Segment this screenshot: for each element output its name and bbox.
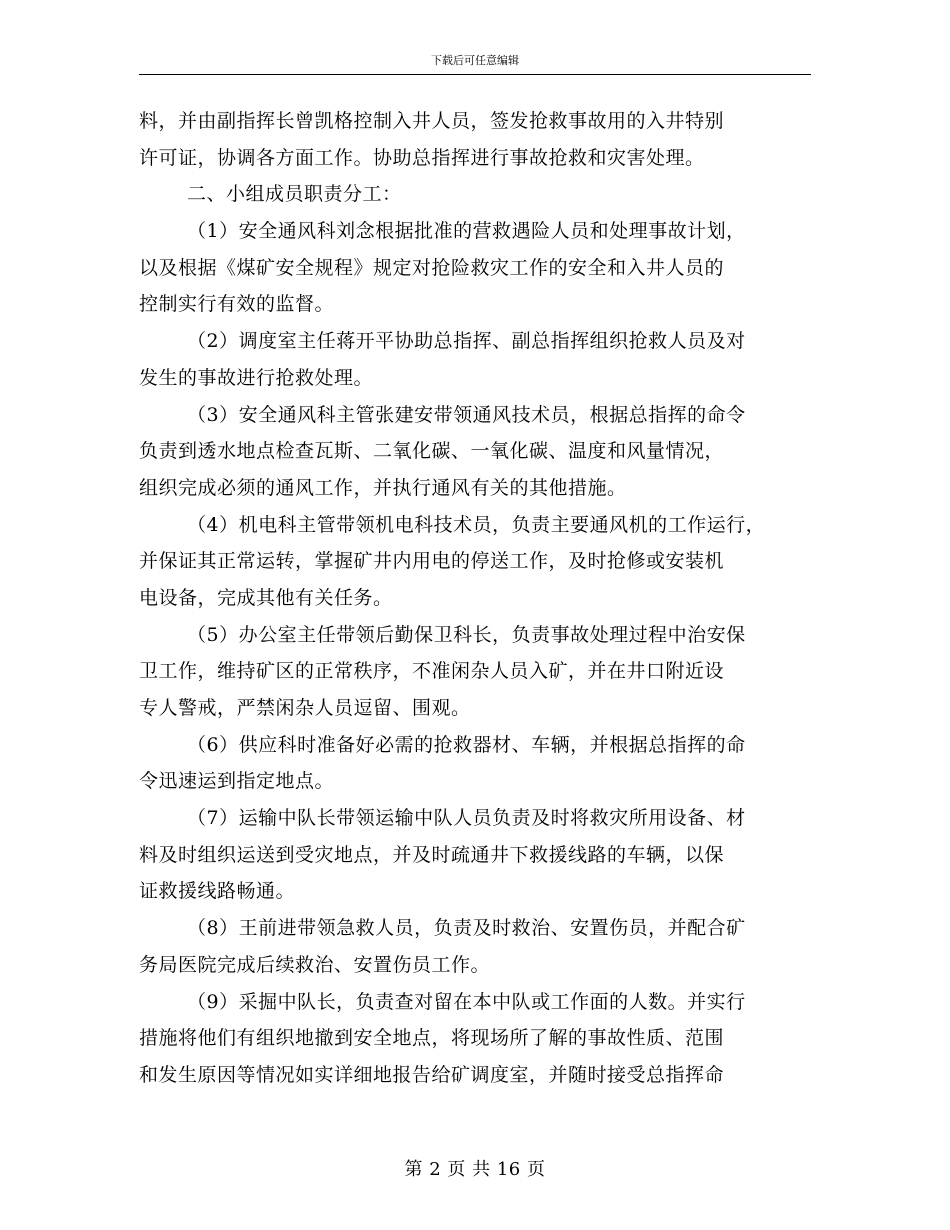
body-line: 务局医院完成后续救治、安置伤员工作。 (139, 953, 491, 976)
body-line: 和发生原因等情况如实详细地报告给矿调度室，并随时接受总指挥命 (139, 1063, 725, 1086)
body-line: 控制实行有效的监督。 (139, 293, 335, 316)
body-line: 负责到透水地点检查瓦斯、二氧化碳、一氧化碳、温度和风量情况， (139, 440, 725, 463)
header-divider (139, 74, 811, 75)
body-line: 二、小组成员职责分工： (187, 183, 402, 206)
page-number-footer: 第 2 页 共 16 页 (404, 1159, 546, 1180)
body-line: 组织完成必须的通风工作，并执行通风有关的其他措施。 (139, 476, 627, 499)
body-line: 卫工作，维持矿区的正常秩序，不准闲杂人员入矿，并在井口附近设 (139, 660, 725, 683)
body-line: 电设备，完成其他有关任务。 (139, 586, 393, 609)
body-line: 许可证，协调各方面工作。协助总指挥进行事故抢救和灾害处理。 (139, 146, 705, 169)
body-line: 措施将他们有组织地撤到安全地点，将现场所了解的事故性质、范围 (139, 1027, 725, 1050)
body-line: （7）运输中队长带领运输中队人员负责及时将救灾所用设备、材 (187, 807, 746, 830)
body-line: 发生的事故进行抢救处理。 (139, 366, 374, 389)
page-header: 下载后可任意编辑 (431, 54, 519, 67)
body-line: 以及根据《煤矿安全规程》规定对抢险救灾工作的安全和入井人员的 (139, 256, 725, 279)
document-body (139, 103, 815, 1094)
body-line: （8）王前进带领急救人员，负责及时救治、安置伤员，并配合矿 (187, 917, 746, 940)
body-line: 令迅速运到指定地点。 (139, 770, 335, 793)
body-line: 料，并由副指挥长曾凯格控制入井人员，签发抢救事故用的入井特别 (139, 110, 725, 132)
body-line: 料及时组织运送到受灾地点，并及时疏通井下救援线路的车辆，以保 (139, 843, 725, 866)
body-line: （9）采掘中队长，负责查对留在本中队或工作面的人数。并实行 (187, 990, 746, 1013)
body-line: （3）安全通风科主管张建安带领通风技术员，根据总指挥的命令 (187, 403, 746, 426)
body-line: （4）机电科主管带领机电科技术员，负责主要通风机的工作运行， (187, 513, 766, 536)
body-line: 并保证其正常运转，掌握矿井内用电的停送工作，及时抢修或安装机 (139, 550, 725, 573)
body-line: （6）供应科时准备好必需的抢救器材、车辆，并根据总指挥的命 (187, 733, 746, 756)
body-line: 证救援线路畅通。 (139, 880, 296, 903)
body-line: （1）安全通风科刘念根据批准的营救遇险人员和处理事故计划， (187, 220, 746, 243)
body-line: 专人警戒，严禁闲杂人员逗留、围观。 (139, 697, 471, 719)
body-line: （2）调度室主任蒋开平协助总指挥、副总指挥组织抢救人员及对 (187, 330, 746, 353)
body-line: （5）办公室主任带领后勤保卫科长，负责事故处理过程中治安保 (187, 623, 746, 646)
